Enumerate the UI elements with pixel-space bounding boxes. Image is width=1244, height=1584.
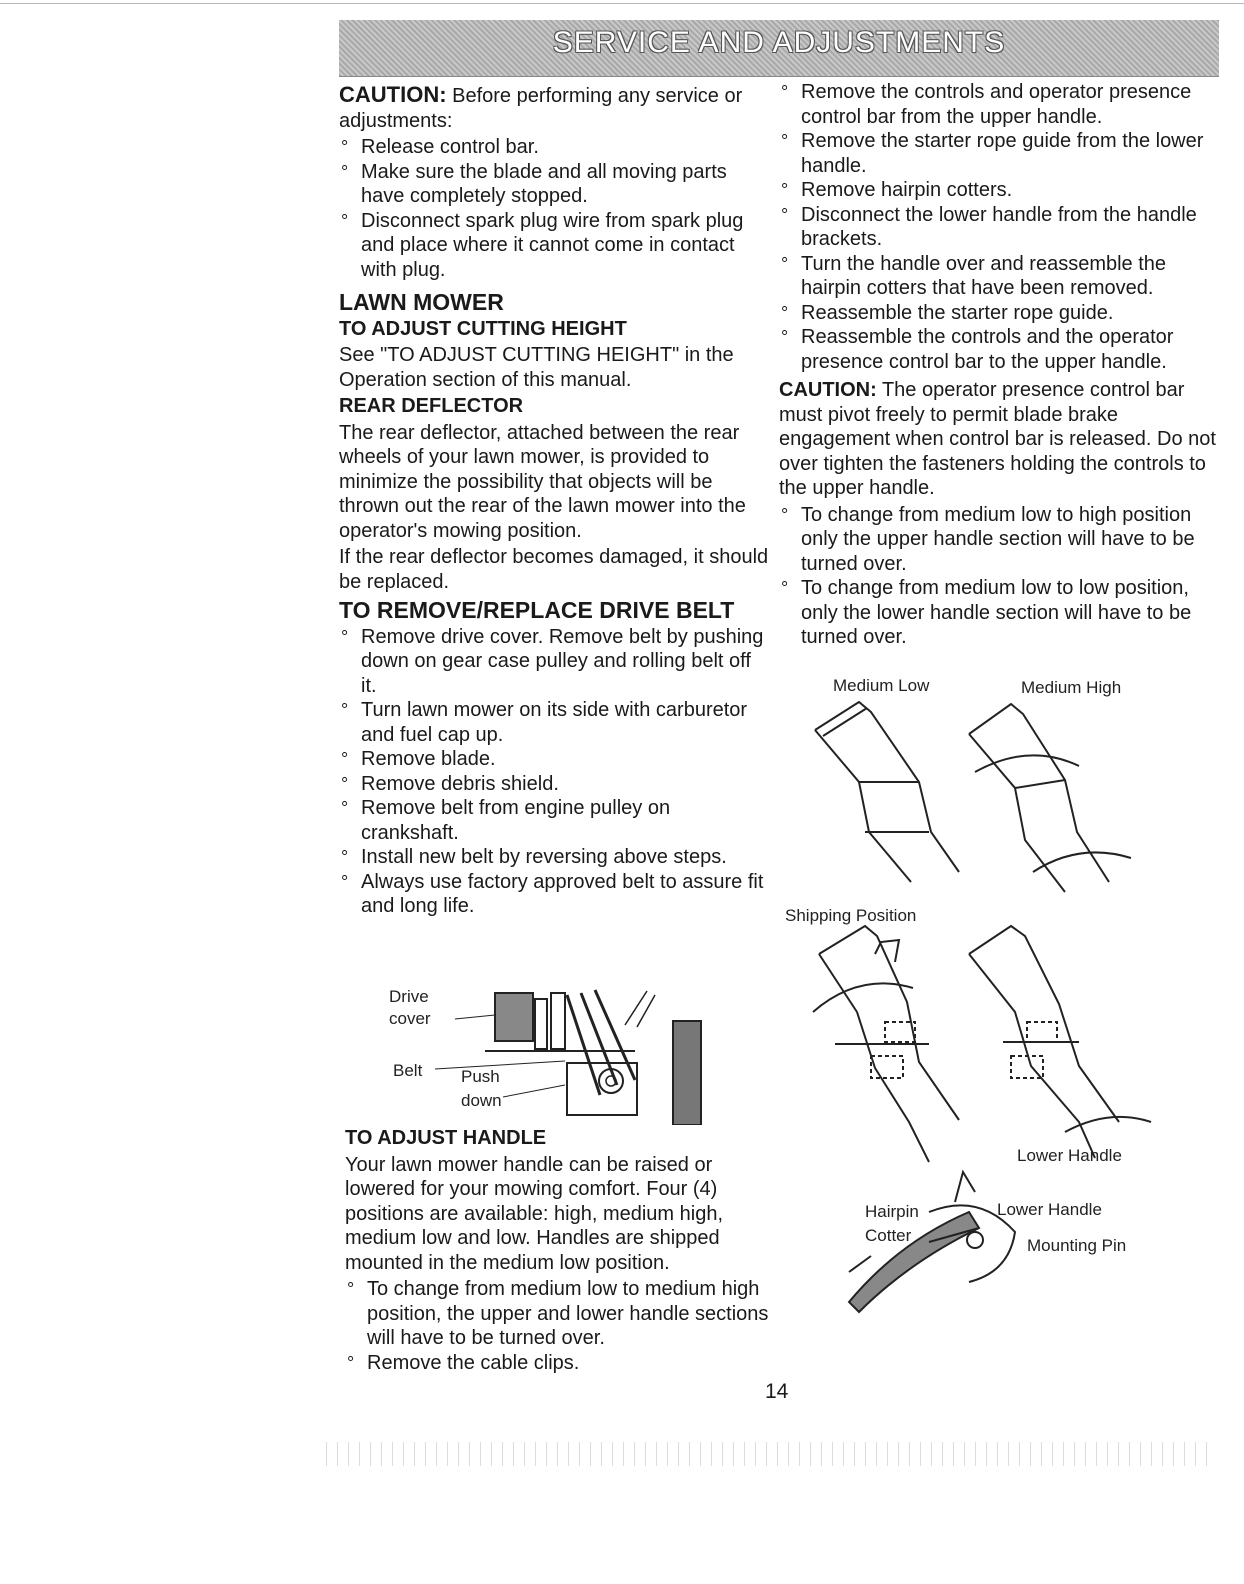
list-item: ° Remove the starter rope guide from the lower handle.: [779, 129, 1219, 178]
list-item: ° Remove the controls and operator presence control bar from the upper handle.: [779, 80, 1219, 129]
cutting-height-heading: TO ADJUST CUTTING HEIGHT: [339, 317, 627, 340]
caution-text: The operator presence control bar must pivot freely to permit blade brake engagement when control bar is released. Do not over tighten the fasteners holding the controls to the upper handle.: [779, 379, 1216, 499]
list-item: ° To change from medium low to low position, only the lower handle section will have to be turned over.: [779, 576, 1219, 650]
figure-label: Push: [461, 1067, 500, 1086]
list-item: ° Turn the handle over and reassemble the hairpin cotters that have been removed.: [779, 252, 1219, 301]
list-item: ° Disconnect spark plug wire from spark plug and place where it cannot come in contact with plug.: [339, 209, 769, 283]
rear-deflector-heading: REAR DEFLECTOR: [339, 395, 524, 417]
list-item: ° Turn lawn mower on its side with carburetor and fuel cap up.: [339, 698, 769, 747]
list-item: ° Make sure the blade and all moving parts have completely stopped.: [339, 160, 769, 209]
caution-label: CAUTION:: [339, 82, 447, 107]
left-column: [339, 83, 769, 919]
drive-belt-heading: TO REMOVE/REPLACE DRIVE BELT: [339, 597, 735, 623]
caution-list: [339, 135, 769, 282]
scan-artifact: [320, 1442, 1210, 1466]
change-list: [779, 503, 1219, 650]
rear-deflector-text: The rear deflector, attached between the rear wheels of your lawn mower, is provided to minimize the possibility that objects will be thrown out the rear of the lawn mower into the operator's mowing position.: [339, 421, 746, 542]
caution-text: Before performing any service or adjustments:: [339, 85, 743, 132]
page-number: 14: [765, 1380, 789, 1403]
rear-deflector-text-2: If the rear deflector becomes damaged, it should be replaced.: [339, 546, 769, 593]
lawn-mower-heading: LAWN MOWER: [339, 289, 504, 315]
figure-label: Medium High: [1021, 678, 1122, 697]
drive-belt-figure: [385, 985, 715, 1125]
cutting-height-text: See "TO ADJUST CUTTING HEIGHT" in the Operation section of this manual.: [339, 344, 734, 391]
figure-label: Cotter: [865, 1226, 912, 1245]
list-item: ° Disconnect the lower handle from the handle brackets.: [779, 203, 1219, 252]
caution-paragraph-right: [779, 378, 1219, 501]
caution-label: CAUTION:: [779, 379, 877, 401]
list-item: ° Remove hairpin cotters.: [779, 178, 1219, 203]
list-item: ° Remove blade.: [339, 747, 769, 772]
handle-list: [345, 1277, 775, 1375]
right-column: [779, 80, 1219, 650]
figure-label: cover: [389, 1009, 431, 1028]
list-item: ° To change from medium low to high position only the upper handle section will have to be turned over.: [779, 503, 1219, 577]
handle-illustration: [779, 672, 1219, 1332]
list-item: ° To change from medium low to medium high position, the upper and lower handle sections will have to be turned over.: [345, 1277, 775, 1351]
drive-belt-list: [339, 625, 769, 919]
figure-label: down: [461, 1091, 502, 1110]
list-item: ° Reassemble the starter rope guide.: [779, 301, 1219, 326]
list-item: ° Remove debris shield.: [339, 772, 769, 797]
list-item: ° Reassemble the controls and the operator presence control bar to the upper handle.: [779, 325, 1219, 374]
list-item: ° Always use factory approved belt to assure fit and long life.: [339, 870, 769, 919]
figure-label: Shipping Position: [785, 906, 917, 925]
handle-positions-figure: [779, 672, 1219, 1332]
list-item: ° Remove drive cover. Remove belt by pushing down on gear case pulley and rolling belt off it.: [339, 625, 769, 699]
steps-list: [779, 80, 1219, 374]
figure-label: Mounting Pin: [1027, 1236, 1127, 1255]
figure-label: Lower Handle: [997, 1200, 1102, 1219]
drive-belt-illustration: [385, 985, 715, 1125]
page-top-rule: [0, 3, 1244, 4]
list-item: ° Install new belt by reversing above steps.: [339, 845, 769, 870]
list-item: ° Remove belt from engine pulley on crankshaft.: [339, 796, 769, 845]
figure-label: Drive: [389, 987, 429, 1006]
section-title: SERVICE AND ADJUSTMENTS: [552, 26, 1006, 59]
figure-label: Medium Low: [833, 676, 930, 695]
list-item: ° Remove the cable clips.: [345, 1351, 775, 1376]
handle-heading: TO ADJUST HANDLE: [345, 1127, 547, 1149]
caution-paragraph: [339, 83, 769, 133]
figure-label: Lower Handle: [1017, 1146, 1122, 1165]
handle-section: [345, 1126, 775, 1375]
section-header-banner: [339, 20, 1219, 77]
list-item: ° Release control bar.: [339, 135, 769, 160]
figure-label: Hairpin: [865, 1202, 919, 1221]
figure-label: Belt: [393, 1061, 423, 1080]
handle-text: Your lawn mower handle can be raised or lowered for your mowing comfort. Four (4) positions are available: high, medium high, medium low and low. Handles are shipped mounted in the medium low position.: [345, 1153, 723, 1274]
